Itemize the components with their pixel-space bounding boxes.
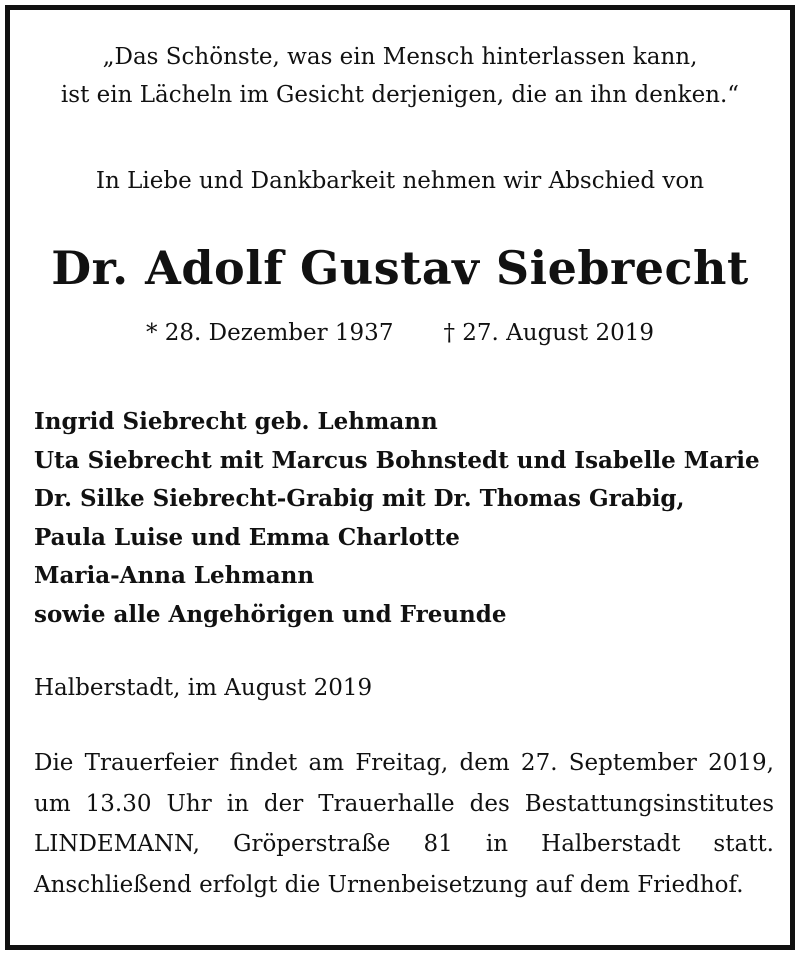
death-date: † 27. August 2019: [443, 320, 655, 346]
intro-text: In Liebe und Dankbarkeit nehmen wir Abschied von: [95, 168, 705, 194]
mourner-line: Ingrid Siebrecht geb. Lehmann: [34, 408, 438, 435]
quote-line-1: „Das Schönste, was ein Mensch hinterlassen kann,: [102, 44, 698, 70]
mourner-line: Paula Luise und Emma Charlotte: [34, 523, 460, 551]
mourner-line: sowie alle Angehörigen und Freunde: [34, 600, 507, 628]
birth-date: * 28. Dezember 1937: [145, 320, 394, 346]
mourner-line: Maria-Anna Lehmann: [34, 562, 315, 589]
life-dates: [10, 317, 790, 349]
place-date: Halberstadt, im August 2019: [34, 675, 373, 701]
obituary-content: [10, 10, 790, 945]
mourner-line: Uta Siebrecht mit Marcus Bohnstedt und Isabelle Marie: [34, 446, 760, 474]
quote: [10, 38, 790, 114]
deceased-name: Dr. Adolf Gustav Siebrecht: [51, 241, 749, 295]
mourners-list: [34, 403, 774, 634]
quote-line-2: ist ein Lächeln im Gesicht derjenigen, die an ihn denken.“: [60, 82, 740, 108]
obituary-frame: [5, 5, 795, 950]
service-info: Die Trauerfeier findet am Freitag, dem 27. September 2019, um 13.30 Uhr in der Trauerhalle des Bestattungsinstitutes LINDEMANN, Gröperstraße 81 in Halberstadt statt. Anschließend erfolgt die Urnenbeisetzung auf dem Friedhof.: [34, 750, 774, 898]
mourner-line: Dr. Silke Siebrecht-Grabig mit Dr. Thomas Grabig,: [34, 485, 685, 512]
